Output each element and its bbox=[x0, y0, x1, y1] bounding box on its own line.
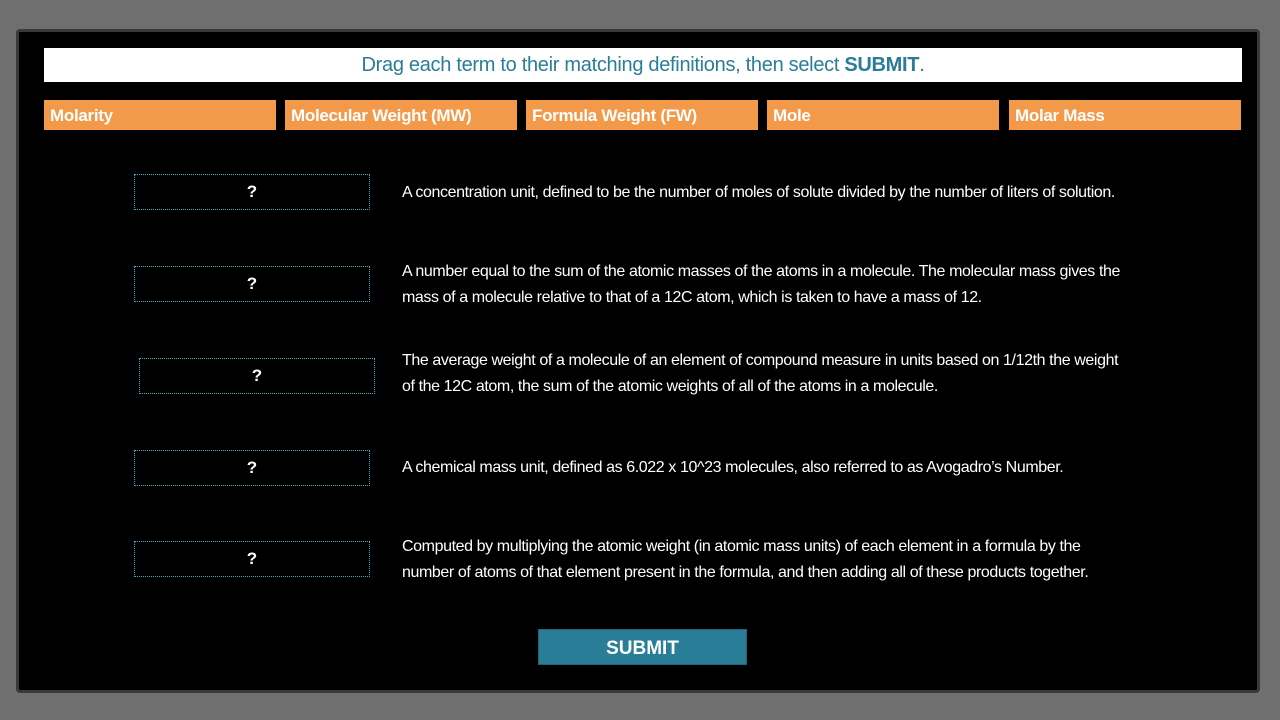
instruction-emphasis: SUBMIT bbox=[844, 54, 920, 76]
definition-5: Computed by multiplying the atomic weight (in atomic mass units) of each element in a formula by the number of atoms of that element present in the formula, and then adding all of these products together. bbox=[402, 538, 1089, 581]
dropzone-2[interactable]: ? bbox=[134, 266, 370, 302]
term-molarity[interactable]: Molarity bbox=[44, 100, 276, 130]
dropzone-3[interactable]: ? bbox=[139, 358, 375, 394]
instruction-text: Drag each term to their matching definitions, then select bbox=[361, 54, 845, 76]
dropzone-1[interactable]: ? bbox=[134, 174, 370, 210]
definition-2: A number equal to the sum of the atomic masses of the atoms in a molecule. The molecular mass gives the mass of a molecule relative to that of a 12C atom, which is taken to have a mass of 12. bbox=[402, 263, 1120, 306]
dropzone-4[interactable]: ? bbox=[134, 450, 370, 486]
term-molecular-weight[interactable]: Molecular Weight (MW) bbox=[285, 100, 517, 130]
submit-button[interactable]: SUBMIT bbox=[538, 629, 747, 665]
definition-3: The average weight of a molecule of an element of compound measure in units based on 1/12th the weight of the 12C atom, the sum of the atomic weights of all of the atoms in a molecule. bbox=[402, 352, 1119, 395]
instruction-period: . bbox=[919, 54, 925, 76]
definition-4: A chemical mass unit, defined as 6.022 x 10^23 molecules, also referred to as Avogadro’s Number. bbox=[402, 459, 1064, 476]
dropzone-5[interactable]: ? bbox=[134, 541, 370, 577]
term-formula-weight[interactable]: Formula Weight (FW) bbox=[526, 100, 758, 130]
term-molar-mass[interactable]: Molar Mass bbox=[1009, 100, 1241, 130]
definition-1: A concentration unit, defined to be the number of moles of solute divided by the number of liters of solution. bbox=[402, 184, 1115, 201]
instruction-bar bbox=[44, 48, 1242, 82]
term-mole[interactable]: Mole bbox=[767, 100, 999, 130]
